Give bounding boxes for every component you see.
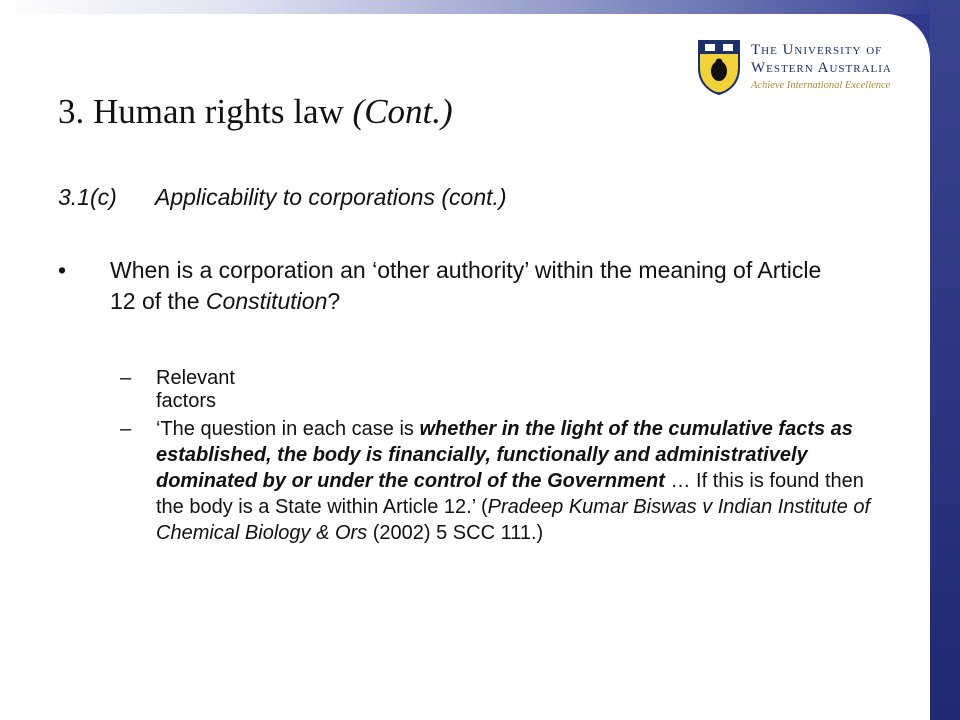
title-italic: (Cont.) xyxy=(352,92,453,131)
sub-item-text: Relevant factors xyxy=(156,367,235,412)
dash-marker: – xyxy=(120,367,132,389)
bullet-text xyxy=(110,255,850,317)
top-frame-band xyxy=(0,0,960,14)
bullet-text-part1: When is a corporation an ‘other authority’ within the meaning of Article 12 of the xyxy=(110,257,822,314)
section-code: 3.1(c) xyxy=(58,184,117,210)
logo-tagline: Achieve International Excellence xyxy=(751,80,891,91)
quote-emphasis: whether in the light of the cumulative facts as established, the body is financially, functionally and administratively dominated by or under the control of the Government xyxy=(156,418,853,492)
quote-part2: … If this is found then the body is a State within Article 12.’ ( xyxy=(156,470,864,518)
bullet-text-italic: Constitution xyxy=(205,288,328,314)
bullet-text-part2: ? xyxy=(327,288,341,314)
university-logo xyxy=(696,38,906,100)
quotation-text xyxy=(156,416,891,546)
dash-marker: – xyxy=(120,418,132,440)
case-name: Pradeep Kumar Biswas v Indian Institute of Chemical Biology & Ors xyxy=(156,496,871,544)
slide-title xyxy=(58,92,453,132)
right-frame-band xyxy=(930,0,960,720)
case-citation: (2002) 5 SCC 111.) xyxy=(367,522,544,544)
section-heading xyxy=(58,184,507,211)
section-title: Applicability to corporations (cont.) xyxy=(155,184,507,210)
logo-university-line2: Western Australia xyxy=(751,60,892,76)
bullet-marker: • xyxy=(58,257,67,283)
title-main: 3. Human rights law xyxy=(58,92,353,131)
logo-university-line1: The University of xyxy=(751,42,883,58)
quote-part1: ‘The question in each case is xyxy=(156,418,420,440)
crest-icon xyxy=(696,38,742,96)
